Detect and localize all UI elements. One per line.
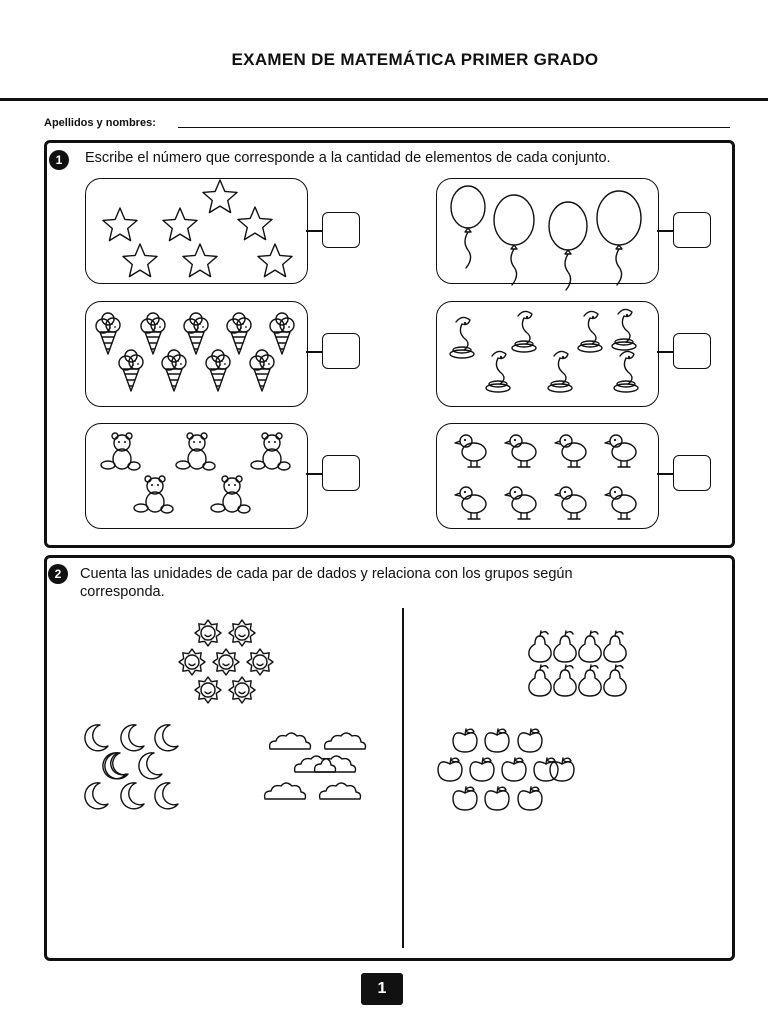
balloon-icon <box>549 202 587 290</box>
pear-icon <box>529 665 551 696</box>
chick-icon <box>455 487 486 519</box>
star-icon <box>183 244 217 277</box>
snake-icon <box>614 351 638 392</box>
star-icon <box>103 208 137 241</box>
moon-icon <box>121 783 144 809</box>
moon-icon <box>121 725 144 751</box>
ice-cream-icon <box>162 350 186 391</box>
section-2-number: 2 <box>48 564 68 584</box>
teddy-bear-icon <box>211 476 250 513</box>
apple-icon <box>518 787 542 810</box>
snake-icon <box>548 351 572 392</box>
pear-icon <box>554 631 576 662</box>
chick-icon <box>605 435 636 467</box>
star-icon <box>123 244 157 277</box>
pear-icon <box>604 631 626 662</box>
ice-cream-icon <box>250 350 274 391</box>
cloud-icon <box>320 783 361 799</box>
chick-icon <box>455 435 486 467</box>
ice-cream-icon <box>206 350 230 391</box>
ice-cream-icon <box>96 313 120 354</box>
balloon-icon <box>451 186 485 268</box>
cloud-icon <box>270 733 311 749</box>
moon-icon <box>155 725 178 751</box>
snake-icon <box>578 311 602 352</box>
apple-icon <box>502 758 526 781</box>
snake-icon <box>612 309 636 350</box>
section-1-instruction: Escribe el número que corresponde a la cantidad de elementos de cada conjunto. <box>85 150 611 166</box>
moon-icon <box>139 753 162 779</box>
sun-icon <box>179 649 205 675</box>
apple-icon <box>470 758 494 781</box>
balloon-icon <box>597 191 641 285</box>
chick-icon <box>555 487 586 519</box>
moon-icon <box>105 753 128 779</box>
teddy-bear-icon <box>176 433 215 470</box>
star-icon <box>163 208 197 241</box>
section-2-instruction-line1: Cuenta las unidades de cada par de dados y relaciona con los grupos según <box>80 566 573 582</box>
sun-icon <box>229 677 255 703</box>
ice-cream-icon <box>184 313 208 354</box>
apple-icon <box>453 787 477 810</box>
page-title: EXAMEN DE MATEMÁTICA PRIMER GRADO <box>231 50 599 69</box>
apple-icon <box>485 729 509 752</box>
star-icon <box>258 244 292 277</box>
star-icon <box>238 207 272 240</box>
chick-icon <box>555 435 586 467</box>
teddy-bear-icon <box>134 476 173 513</box>
pear-icon <box>529 631 551 662</box>
apple-icon <box>438 758 462 781</box>
cloud-icon <box>265 783 306 799</box>
sun-icon <box>195 677 221 703</box>
ice-cream-icon <box>141 313 165 354</box>
name-label: Apellidos y nombres: <box>44 117 156 129</box>
chick-icon <box>505 487 536 519</box>
balloon-icon <box>494 195 534 285</box>
star-icon <box>203 180 237 213</box>
section-1-number: 1 <box>49 150 69 170</box>
apple-icon <box>485 787 509 810</box>
pear-icon <box>579 665 601 696</box>
ice-cream-icon <box>119 350 143 391</box>
teddy-bear-icon <box>101 433 140 470</box>
snake-icon <box>486 351 510 392</box>
pear-icon <box>604 665 626 696</box>
moon-icon <box>85 783 108 809</box>
snake-icon <box>512 311 536 352</box>
ice-cream-icon <box>227 313 251 354</box>
sun-icon <box>229 620 255 646</box>
page-number: 1 <box>361 973 403 1005</box>
moon-icon <box>155 783 178 809</box>
pear-icon <box>554 665 576 696</box>
chick-icon <box>605 487 636 519</box>
ice-cream-icon <box>270 313 294 354</box>
teddy-bear-icon <box>251 433 290 470</box>
snake-icon <box>450 317 474 358</box>
sun-icon <box>213 649 239 675</box>
moon-icon <box>85 725 108 751</box>
chick-icon <box>505 435 536 467</box>
pear-icon <box>579 631 601 662</box>
sun-icon <box>195 620 221 646</box>
section-2-instruction-line2: corresponda. <box>80 584 165 600</box>
apple-icon <box>453 729 477 752</box>
sun-icon <box>247 649 273 675</box>
cloud-icon <box>325 733 366 749</box>
apple-icon <box>518 729 542 752</box>
